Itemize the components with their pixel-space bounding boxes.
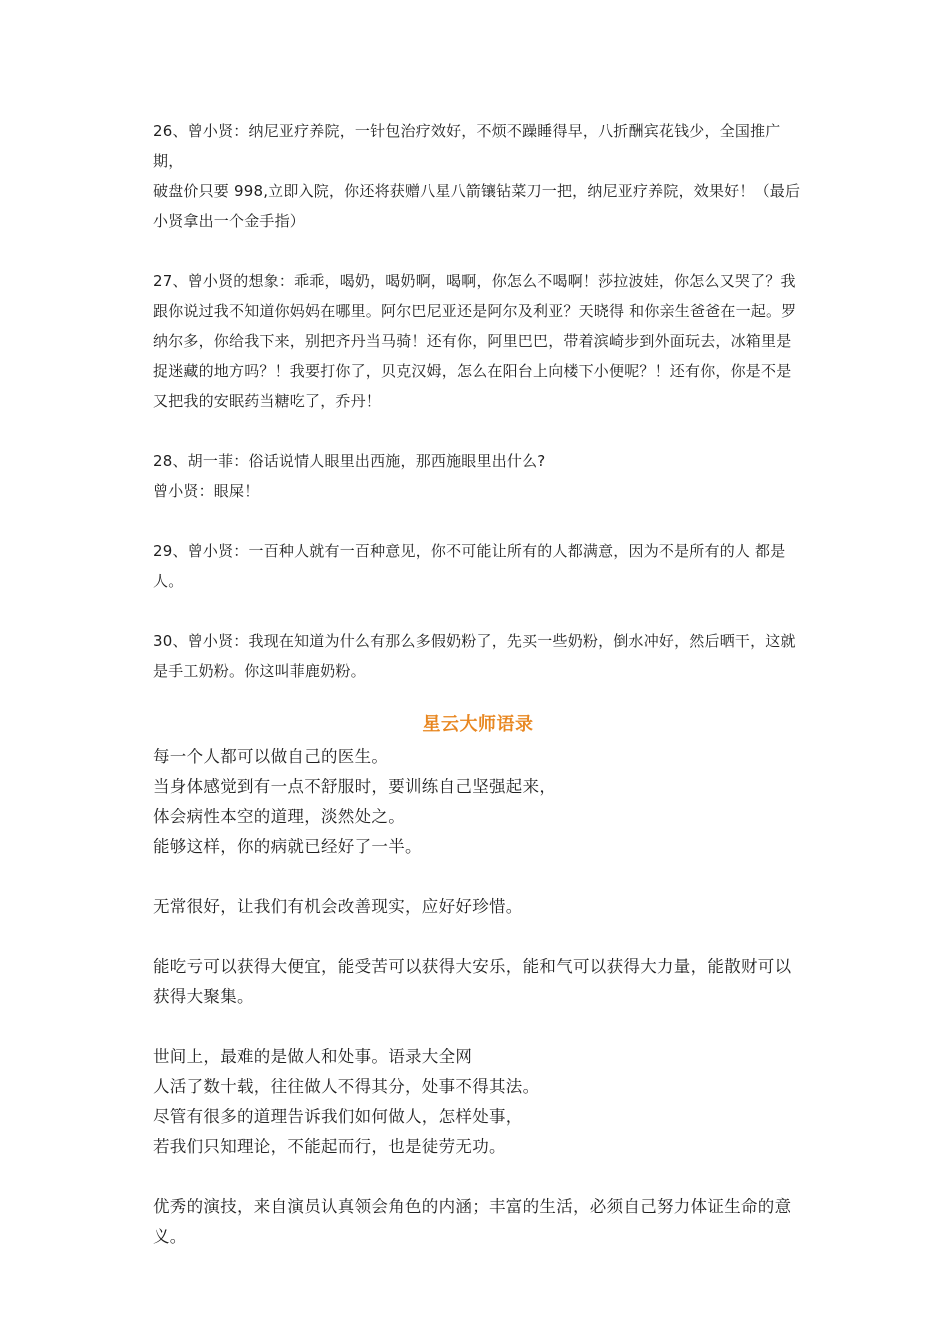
quotes-list bbox=[153, 116, 803, 686]
quote-line: 小贤拿出一个金手指） bbox=[153, 212, 306, 230]
saying-line: 无常很好，让我们有机会改善现实，应好好珍惜。 bbox=[153, 897, 523, 916]
saying-line: 能吃亏可以获得大便宜，能受苦可以获得大安乐，能和气可以获得大力量，能散财可以 bbox=[153, 957, 792, 976]
quote-line: 又把我的安眠药当糖吃了，乔丹！ bbox=[153, 392, 382, 410]
saying-item bbox=[153, 1042, 803, 1162]
quote-line: 纳尔多，你给我下来，别把齐丹当马骑！还有你，阿里巴巴，带着滨崎步到外面玩去，冰箱里是 bbox=[153, 332, 792, 350]
saying-line: 能够这样，你的病就已经好了一半。 bbox=[153, 837, 422, 856]
quote-line: 是手工奶粉。你这叫菲鹿奶粉。 bbox=[153, 662, 366, 680]
quote-line: 曾小贤：眼屎！ bbox=[153, 482, 260, 500]
saying-item bbox=[153, 952, 803, 1012]
quote-30 bbox=[153, 626, 803, 686]
quote-27 bbox=[153, 266, 803, 416]
quote-line: 捉迷藏的地方吗？！我要打你了，贝克汉姆，怎么在阳台上向楼下小便呢？！还有你，你是不是 bbox=[153, 362, 792, 380]
saying-line: 人活了数十载，往往做人不得其分，处事不得其法。 bbox=[153, 1077, 540, 1096]
saying-line: 世间上，最难的是做人和处事。语录大全网 bbox=[153, 1047, 473, 1066]
quote-line: 破盘价只要 998,立即入院，你还将获赠八星八箭镶钻菜刀一把，纳尼亚疗养院，效果好！（最后 bbox=[153, 182, 801, 200]
quote-line: 人。 bbox=[153, 572, 184, 590]
quote-29 bbox=[153, 536, 803, 596]
saying-line: 当身体感觉到有一点不舒服时，要训练自己坚强起来， bbox=[153, 777, 557, 796]
saying-line: 若我们只知理论，不能起而行，也是徒劳无功。 bbox=[153, 1137, 506, 1156]
quote-line: 28、胡一菲：俗话说情人眼里出西施，那西施眼里出什么? bbox=[153, 452, 546, 470]
quote-line: 26、曾小贤：纳尼亚疗养院，一针包治疗效好，不烦不躁睡得早，八折酬宾花钱少，全国推广期， bbox=[153, 122, 781, 170]
quote-line: 跟你说过我不知道你妈妈在哪里。阿尔巴尼亚还是阿尔及利亚？天晓得 和你亲生爸爸在一起。罗 bbox=[153, 302, 797, 320]
quote-28 bbox=[153, 446, 803, 506]
saying-line: 尽管有很多的道理告诉我们如何做人，怎样处事， bbox=[153, 1107, 523, 1126]
saying-item bbox=[153, 1192, 803, 1252]
section-title: 星云大师语录 bbox=[422, 714, 534, 735]
saying-item bbox=[153, 742, 803, 862]
quote-line: 29、曾小贤：一百种人就有一百种意见，你不可能让所有的人都满意，因为不是所有的人 都是 bbox=[153, 542, 786, 560]
saying-line: 获得大聚集。 bbox=[153, 987, 254, 1006]
quote-line: 27、曾小贤的想象：乖乖，喝奶，喝奶啊，喝啊，你怎么不喝啊！莎拉波娃，你怎么又哭了？我 bbox=[153, 272, 796, 290]
quote-26 bbox=[153, 116, 803, 236]
quote-line: 30、曾小贤：我现在知道为什么有那么多假奶粉了，先买一些奶粉，倒水冲好，然后晒干，这就 bbox=[153, 632, 796, 650]
document-content bbox=[153, 116, 803, 1282]
saying-line: 每一个人都可以做自己的医生。 bbox=[153, 747, 389, 766]
saying-line: 义。 bbox=[153, 1227, 187, 1246]
saying-item bbox=[153, 892, 803, 922]
saying-line: 体会病性本空的道理，淡然处之。 bbox=[153, 807, 405, 826]
saying-line: 优秀的演技，来自演员认真领会角色的内涵；丰富的生活，必须自己努力体证生命的意 bbox=[153, 1197, 792, 1216]
sayings-list bbox=[153, 742, 803, 1252]
